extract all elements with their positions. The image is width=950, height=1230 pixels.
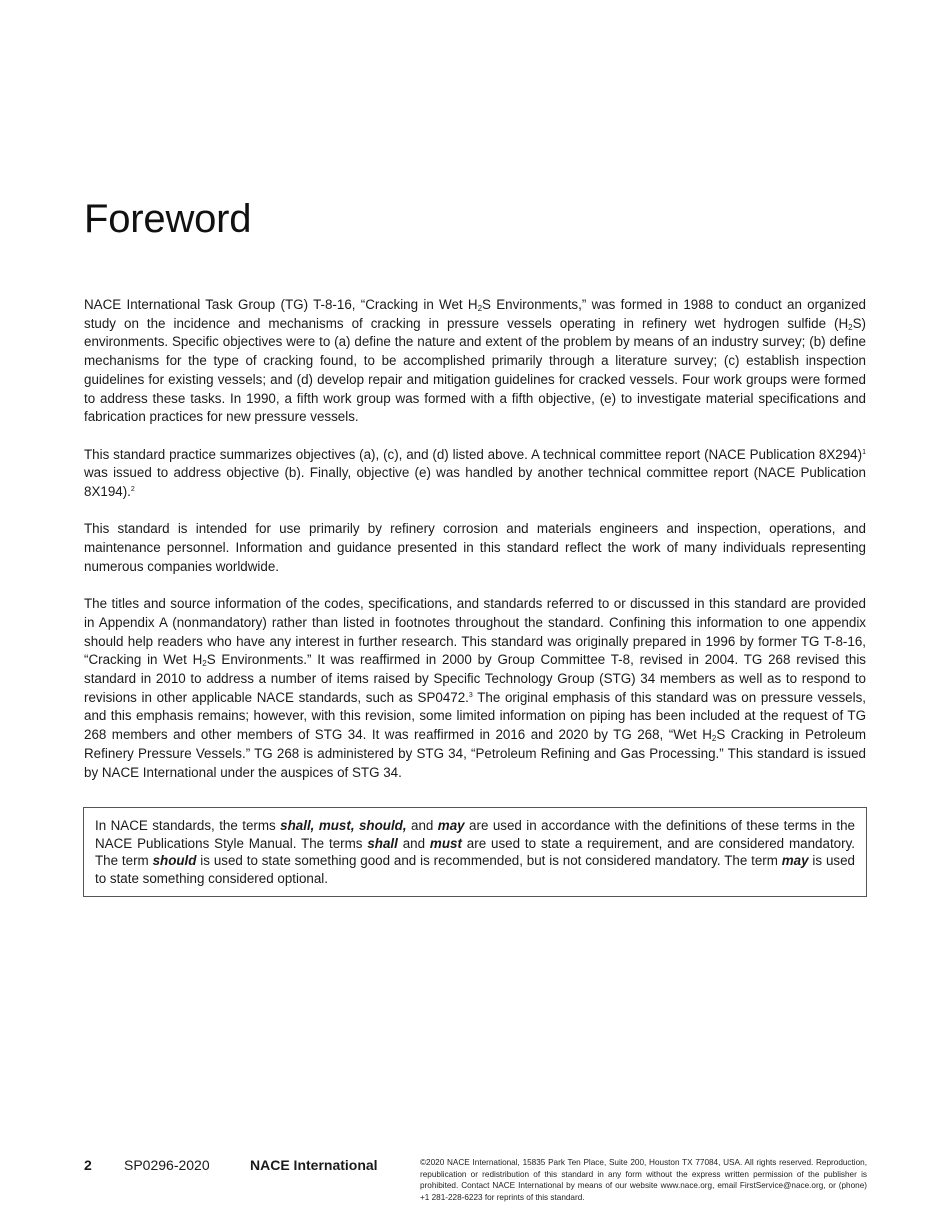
- paragraph-3: This standard is intended for use primarily by refinery corrosion and materials engineers and inspection, operations, and maintenance personnel. Information and guidance presented in this standard reflect the work of many individuals representing numerous companies worldwide.: [84, 521, 866, 574]
- paragraph-2: This standard practice summarizes objectives (a), (c), and (d) listed above. A technical committee report (NACE Publication 8X294)$^1$ was issued to address objective (b). Finally, objective (e) was handled by another technical committee report (NACE Publication 8X194).$^2$: [84, 446, 866, 500]
- footnote-ref-3: 3: [468, 691, 473, 699]
- paragraph-1: NACE International Task Group (TG) T-8-16, “Cracking in Wet $H_2S$ Environments,” was formed in 1988 to conduct an organized study on the incidence and mechanisms of cracking in pressure vessels operating in refinery wet hydrogen sulfide $(H_2S)$ environments. Specific objectives were to (a) define the nature and extent of the problem by means of an industry survey; (b) define mechanisms for the type of cracking found, to be accomplished primarily through a literature survey; (c) establish inspection guidelines for existing vessels; and (d) develop repair and mitigation guidelines for cracked vessels. Four work groups were formed to address these tasks. In 1990, a fifth work group was formed with a fifth objective, (e) to investigate material specifications and fabrication practices for new pressure vessels.: [84, 297, 866, 425]
- standard-id: SP0296-2020: [124, 1157, 210, 1173]
- footnote-ref-1: 1: [862, 448, 866, 456]
- page-footer: [0, 1157, 950, 1207]
- footnote-ref-2: 2: [130, 486, 135, 494]
- page-number: 2: [84, 1157, 92, 1173]
- page-title: Foreword: [84, 197, 252, 241]
- paragraph-4: The titles and source information of the codes, specifications, and standards referred to or discussed in this standard are provided in Appendix A (nonmandatory) rather than listed in footnotes throughout the standard. Confining this information to one appendix should help readers who have any interest in further research. This standard was originally prepared in 1996 by former TG T-8-16, “Cracking in Wet $H_2S$ Environments.” It was reaffirmed in 2000 by Group Committee T-8, revised in 2004. TG 268 revised this standard in 2010 to address a number of items raised by Specific Technology Group (STG) 34 members as well as to respond to revisions in other applicable NACE standards, such as SP0472.$^3$ The original emphasis of this standard was on pressure vessels, and this emphasis remains; however, with this revision, some limited information on piping has been included at the request of TG 268 members and other members of STG 34. It was reaffirmed in 2016 and 2020 by TG 268, “Wet $H_2S$ Cracking in Petroleum Refinery Pressure Vessels.” TG 268 is administered by STG 34, “Petroleum Refining and Gas Processing.” This standard is issued by NACE International under the auspices of STG 34.: [84, 596, 866, 780]
- organization-name: NACE International: [250, 1157, 378, 1173]
- terminology-note-box: In NACE standards, the terms shall, must, should, and may are used in accordance with the definitions of these terms in the NACE Publications Style Manual. The terms shall and must are used to state a requirement, and are considered mandatory. The term should is used to state something good and is recommended, but is not considered mandatory. The term may is used to state something considered optional.: [83, 807, 867, 897]
- foreword-body: [84, 296, 866, 801]
- copyright-notice: ©2020 NACE International, 15835 Park Ten Place, Suite 200, Houston TX 77084, USA. All rights reserved. Reproduction, republication or redistribution of this standard in any form without the express written permission of the publisher is prohibited. Contact NACE International by means of our website www.nace.org, email FirstService@nace.org, or (phone) +1 281-228-6223 for reprints of this standard.: [420, 1158, 867, 1202]
